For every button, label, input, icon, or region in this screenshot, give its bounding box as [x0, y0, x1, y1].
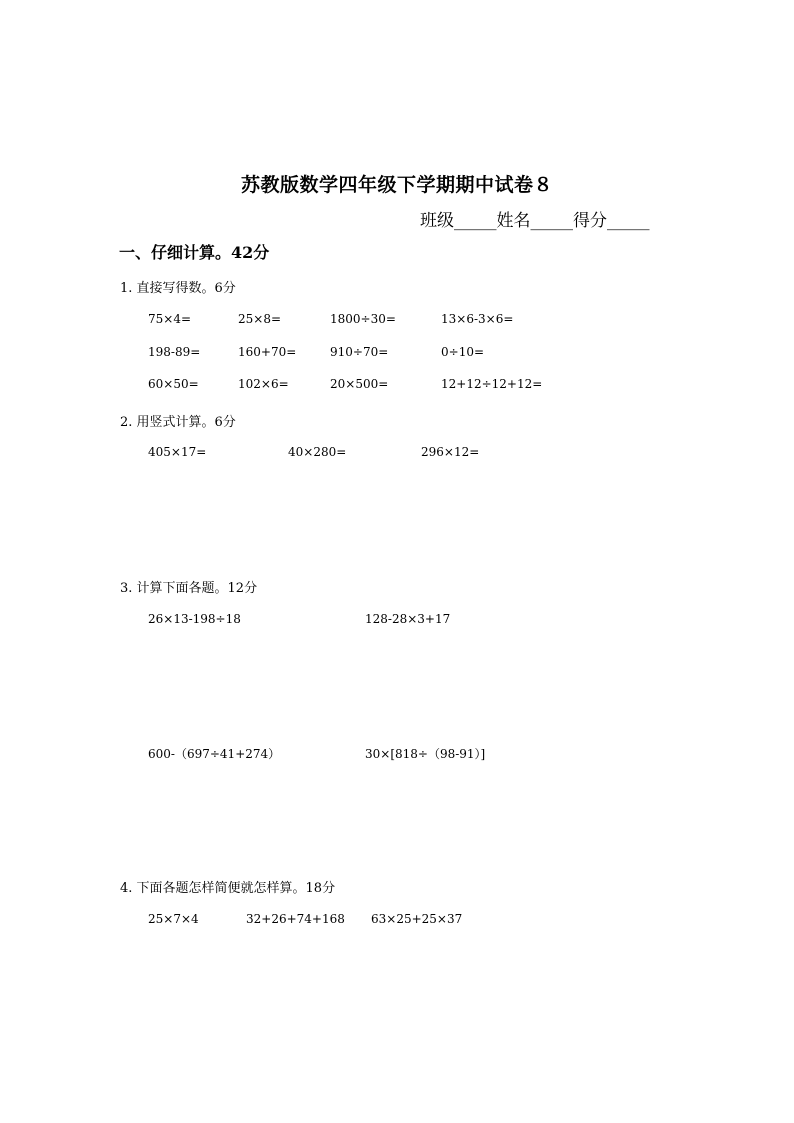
- q1-expression: 25×8=: [238, 312, 282, 326]
- q1-expression: 160+70=: [238, 345, 297, 359]
- q4-expression: 25×7×4: [148, 912, 199, 926]
- q1-expression: 60×50=: [148, 377, 199, 391]
- q3-expression: 26×13-198÷18: [148, 612, 241, 626]
- q1-expression: 0÷10=: [441, 345, 485, 359]
- q2-expression: 40×280=: [288, 445, 347, 459]
- q1-expression: 13×6-3×6=: [441, 312, 514, 326]
- q3-expression: 30×[818÷（98-91）]: [365, 747, 486, 761]
- question-4-label: 4. 下面各题怎样简便就怎样算。18分: [120, 881, 336, 896]
- section-heading: 一、仔细计算。42分: [119, 243, 270, 262]
- q1-expression: 75×4=: [148, 312, 192, 326]
- q3-expression: 128-28×3+17: [365, 612, 451, 626]
- q4-expression: 32+26+74+168: [246, 912, 345, 926]
- q1-expression: 910÷70=: [330, 345, 389, 359]
- q2-expression: 296×12=: [421, 445, 480, 459]
- question-1-label: 1. 直接写得数。6分: [120, 281, 236, 296]
- page-title: 苏教版数学四年级下学期期中试卷８: [240, 174, 553, 196]
- q1-expression: 1800÷30=: [330, 312, 396, 326]
- q3-expression: 600-（697÷41+274）: [148, 747, 281, 761]
- q1-expression: 198-89=: [148, 345, 201, 359]
- question-3-label: 3. 计算下面各题。12分: [120, 581, 258, 596]
- q1-expression: 12+12÷12+12=: [441, 377, 543, 391]
- q1-expression: 102×6=: [238, 377, 289, 391]
- question-2-label: 2. 用竖式计算。6分: [120, 415, 236, 430]
- q4-expression: 63×25+25×37: [371, 912, 463, 926]
- q2-expression: 405×17=: [148, 445, 207, 459]
- student-info-line: 班级_____姓名_____得分_____: [420, 211, 650, 231]
- q1-expression: 20×500=: [330, 377, 389, 391]
